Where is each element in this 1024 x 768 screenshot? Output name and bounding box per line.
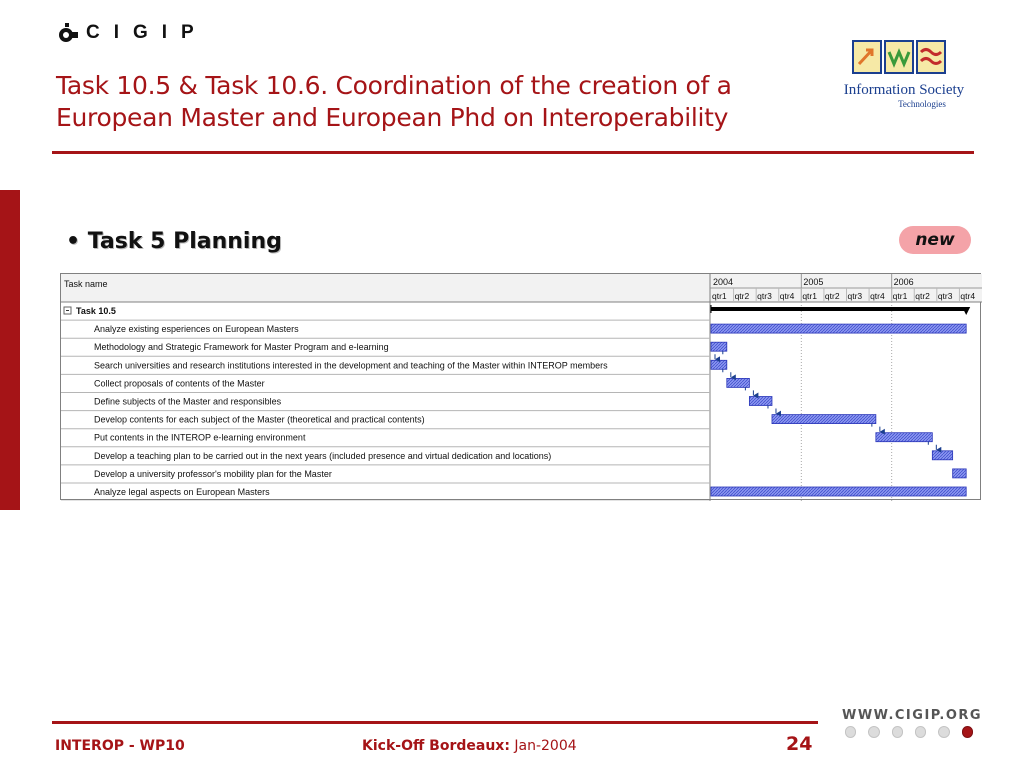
bullet-heading: • Task 5 Planning [66,229,282,254]
task-bar [772,415,876,424]
cigip-logo-icon [58,23,78,43]
new-badge: new [899,226,971,254]
year-label: 2004 [713,277,734,287]
footer-event-name: Kick-Off Bordeaux: [362,738,510,754]
task-label: Develop a university professor's mobility plan for the Master [94,468,332,479]
quarter-label: qtr2 [824,291,840,301]
task-bar [711,342,727,351]
summary-bar [711,307,966,311]
quarter-label: qtr4 [779,291,795,301]
cigip-logo [58,20,208,46]
page-number: 24 [786,733,813,755]
cigip-url: WWW.CIGIP.ORG [842,708,983,723]
dot-icon [938,726,949,738]
quarter-label: qtr3 [937,291,953,301]
dot-icon [892,726,903,738]
task-column-header: Task name [64,279,108,289]
task-label: Put contents in the INTEROP e-learning environment [94,432,306,443]
quarter-label: qtr1 [892,291,908,301]
task-label: Analyze legal aspects on European Masters [94,487,270,497]
footer-divider [52,721,818,724]
dependency-arrow [723,369,731,377]
task-label: Analyze existing esperiences on European Masters [94,324,299,335]
quarter-label: qtr3 [847,291,863,301]
dependency-arrow [928,442,936,450]
gantt-chart [60,273,981,500]
year-label: 2006 [893,277,914,287]
dependency-arrow [872,424,880,432]
quarter-label: qtr2 [915,291,930,301]
task-bar [932,451,952,460]
dependency-arrow [768,406,776,414]
task-label: Methodology and Strategic Framework for Master Program and e-learning [94,342,389,353]
ist-logo-name: Information Society [843,82,965,98]
side-accent-bar [0,190,20,510]
dot-icon [845,726,856,738]
task-bar [711,324,966,333]
dot-icon [868,726,879,738]
task-bar [876,433,932,442]
footer-event [362,738,577,754]
title-divider [52,151,974,154]
task-summary-label: Task 10.5 [76,306,116,316]
quarter-label: qtr3 [757,291,772,301]
task-label: Define subjects of the Master and responsibles [94,396,282,407]
dot-active-icon [962,726,973,738]
footer-dots [845,726,985,740]
task-bar [749,397,772,406]
task-label: Search universities and research institutions interested in the development and teaching of the Master within INTEROP members [94,360,608,371]
cigip-logo-text: CIGIP [86,22,208,43]
footer-project: INTEROP - WP10 [55,738,185,754]
task-label: Develop contents for each subject of the Master (theoretical and practical contents) [94,414,425,425]
year-label: 2005 [803,277,824,287]
quarter-label: qtr1 [802,291,817,301]
quarter-label: qtr4 [870,291,885,301]
slide-title: Task 10.5 & Task 10.6. Coordination of the creation of a European Master and European Phd on Interoperability [56,71,732,132]
gantt-canvas [61,274,982,501]
task-label: Develop a teaching plan to be carried out in the next years (included presence and virtual dedication and locations) [94,450,552,461]
footer-event-date: Jan-2004 [509,738,577,754]
dot-icon [915,726,926,738]
quarter-label: qtr4 [960,291,976,301]
task-bar [727,378,750,387]
quarter-label: qtr1 [712,291,727,301]
quarter-label: qtr2 [734,291,750,301]
task-bar [711,487,966,496]
ist-logo-subtitle: Technologies [898,99,946,109]
dependency-arrow [715,351,723,359]
dependency-arrow [745,387,753,395]
task-bar [711,360,727,369]
task-bar [953,469,967,478]
task-label: Collect proposals of contents of the Master [94,378,265,389]
